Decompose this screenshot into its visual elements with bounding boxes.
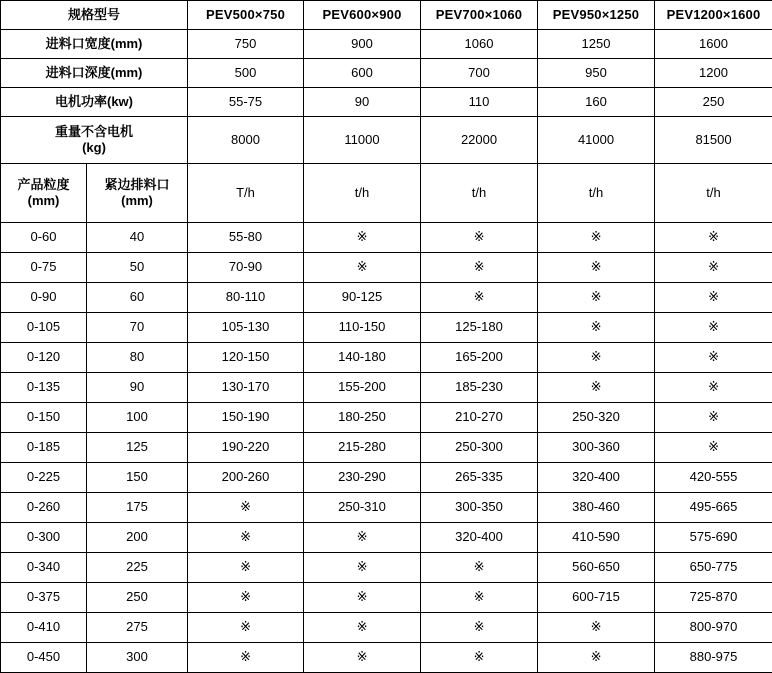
cell-capacity: 650-775 (655, 553, 772, 583)
param-label-weight-line2: (kg) (1, 140, 187, 156)
cell-capacity: ※ (304, 643, 421, 673)
table-row-model-header (1, 1, 772, 30)
cell-capacity: ※ (655, 313, 772, 343)
cell-discharge-opening: 275 (87, 613, 188, 643)
table-row (1, 493, 772, 523)
cell-capacity: ※ (188, 583, 304, 613)
cell-capacity: ※ (655, 253, 772, 283)
cell-capacity: 185-230 (421, 373, 538, 403)
cell-product-size: 0-75 (1, 253, 87, 283)
param-value: 8000 (188, 117, 304, 164)
cell-product-size: 0-410 (1, 613, 87, 643)
cell-capacity: ※ (188, 643, 304, 673)
cell-capacity: ※ (421, 253, 538, 283)
column-header-product-size-line1: 产品粒度 (1, 177, 86, 193)
cell-capacity: 180-250 (304, 403, 421, 433)
cell-capacity: 80-110 (188, 283, 304, 313)
table-row (1, 643, 772, 673)
cell-capacity: 320-400 (538, 463, 655, 493)
cell-capacity: ※ (188, 493, 304, 523)
cell-discharge-opening: 50 (87, 253, 188, 283)
cell-discharge-opening: 200 (87, 523, 188, 553)
cell-capacity: 495-665 (655, 493, 772, 523)
cell-capacity: 725-870 (655, 583, 772, 613)
cell-capacity: 320-400 (421, 523, 538, 553)
cell-capacity: ※ (304, 253, 421, 283)
cell-capacity: ※ (538, 223, 655, 253)
cell-discharge-opening: 175 (87, 493, 188, 523)
param-label-weight (1, 117, 188, 164)
cell-discharge-opening: 60 (87, 283, 188, 313)
cell-product-size: 0-450 (1, 643, 87, 673)
model-name-3: PEV700×1060 (421, 1, 538, 30)
cell-capacity: 600-715 (538, 583, 655, 613)
column-header-product-size (1, 164, 87, 223)
column-header-unit-5: t/h (655, 164, 772, 223)
model-name-1: PEV500×750 (188, 1, 304, 30)
cell-discharge-opening: 80 (87, 343, 188, 373)
cell-capacity: ※ (655, 433, 772, 463)
cell-capacity: ※ (304, 523, 421, 553)
table-row-feed-depth (1, 59, 772, 88)
cell-discharge-opening: 150 (87, 463, 188, 493)
cell-capacity: 200-260 (188, 463, 304, 493)
param-value: 1250 (538, 30, 655, 59)
param-value: 250 (655, 88, 772, 117)
cell-capacity: 165-200 (421, 343, 538, 373)
table-row (1, 373, 772, 403)
cell-capacity: ※ (655, 283, 772, 313)
cell-product-size: 0-260 (1, 493, 87, 523)
cell-product-size: 0-60 (1, 223, 87, 253)
param-value: 900 (304, 30, 421, 59)
cell-capacity: 125-180 (421, 313, 538, 343)
cell-capacity: ※ (304, 223, 421, 253)
param-value: 55-75 (188, 88, 304, 117)
cell-discharge-opening: 100 (87, 403, 188, 433)
cell-capacity: ※ (421, 583, 538, 613)
cell-capacity: ※ (421, 643, 538, 673)
cell-capacity: ※ (421, 613, 538, 643)
cell-capacity: 250-300 (421, 433, 538, 463)
cell-capacity: ※ (538, 643, 655, 673)
cell-product-size: 0-340 (1, 553, 87, 583)
cell-capacity: 250-310 (304, 493, 421, 523)
cell-capacity: ※ (538, 343, 655, 373)
cell-capacity: ※ (655, 223, 772, 253)
cell-capacity: 420-555 (655, 463, 772, 493)
cell-capacity: 70-90 (188, 253, 304, 283)
table-row (1, 313, 772, 343)
spec-label: 规格型号 (1, 1, 188, 30)
cell-capacity: ※ (304, 553, 421, 583)
cell-capacity: 880-975 (655, 643, 772, 673)
cell-capacity: ※ (655, 403, 772, 433)
table-row-weight (1, 117, 772, 164)
param-value: 750 (188, 30, 304, 59)
cell-capacity: ※ (421, 283, 538, 313)
cell-product-size: 0-185 (1, 433, 87, 463)
cell-capacity: ※ (538, 373, 655, 403)
cell-capacity: ※ (304, 613, 421, 643)
cell-capacity: ※ (421, 223, 538, 253)
cell-capacity: ※ (538, 283, 655, 313)
table-row (1, 613, 772, 643)
cell-product-size: 0-375 (1, 583, 87, 613)
table-row-feed-width (1, 30, 772, 59)
cell-product-size: 0-225 (1, 463, 87, 493)
param-value: 81500 (655, 117, 772, 164)
model-name-5: PEV1200×1600 (655, 1, 772, 30)
cell-capacity: 230-290 (304, 463, 421, 493)
param-value: 160 (538, 88, 655, 117)
cell-capacity: ※ (655, 343, 772, 373)
cell-discharge-opening: 90 (87, 373, 188, 403)
cell-capacity: ※ (538, 613, 655, 643)
cell-capacity: 265-335 (421, 463, 538, 493)
param-value: 90 (304, 88, 421, 117)
cell-capacity: 130-170 (188, 373, 304, 403)
param-label-motor-power: 电机功率(kw) (1, 88, 188, 117)
cell-product-size: 0-120 (1, 343, 87, 373)
param-value: 500 (188, 59, 304, 88)
param-label-feed-width: 进料口宽度(mm) (1, 30, 188, 59)
table-row (1, 523, 772, 553)
cell-discharge-opening: 40 (87, 223, 188, 253)
table-row (1, 253, 772, 283)
param-value: 11000 (304, 117, 421, 164)
cell-capacity: 120-150 (188, 343, 304, 373)
cell-product-size: 0-135 (1, 373, 87, 403)
table-row (1, 433, 772, 463)
column-header-product-size-line2: (mm) (1, 193, 86, 209)
table-row (1, 343, 772, 373)
cell-capacity: ※ (538, 253, 655, 283)
table-row (1, 553, 772, 583)
table-row (1, 583, 772, 613)
column-header-discharge-opening-line2: (mm) (87, 193, 187, 209)
param-value: 110 (421, 88, 538, 117)
column-header-unit-1: T/h (188, 164, 304, 223)
cell-capacity: 150-190 (188, 403, 304, 433)
cell-capacity: 55-80 (188, 223, 304, 253)
param-value: 950 (538, 59, 655, 88)
param-value: 22000 (421, 117, 538, 164)
cell-discharge-opening: 250 (87, 583, 188, 613)
table-row-capacity-header (1, 164, 772, 223)
column-header-discharge-opening-line1: 紧边排料口 (87, 177, 187, 193)
cell-capacity: ※ (188, 523, 304, 553)
cell-capacity: ※ (188, 613, 304, 643)
param-label-feed-depth: 进料口深度(mm) (1, 59, 188, 88)
cell-capacity: ※ (655, 373, 772, 403)
cell-discharge-opening: 225 (87, 553, 188, 583)
param-value: 1060 (421, 30, 538, 59)
cell-capacity: 560-650 (538, 553, 655, 583)
cell-product-size: 0-105 (1, 313, 87, 343)
cell-capacity: 155-200 (304, 373, 421, 403)
param-value: 700 (421, 59, 538, 88)
cell-capacity: 380-460 (538, 493, 655, 523)
cell-discharge-opening: 70 (87, 313, 188, 343)
cell-capacity: 250-320 (538, 403, 655, 433)
param-value: 41000 (538, 117, 655, 164)
table-row (1, 463, 772, 493)
column-header-unit-3: t/h (421, 164, 538, 223)
param-label-weight-line1: 重量不含电机 (1, 124, 187, 140)
table-row (1, 403, 772, 433)
cell-product-size: 0-90 (1, 283, 87, 313)
cell-capacity: 90-125 (304, 283, 421, 313)
cell-capacity: ※ (421, 553, 538, 583)
cell-capacity: ※ (538, 313, 655, 343)
cell-capacity: 105-130 (188, 313, 304, 343)
cell-capacity: 300-350 (421, 493, 538, 523)
cell-discharge-opening: 125 (87, 433, 188, 463)
cell-capacity: 140-180 (304, 343, 421, 373)
cell-discharge-opening: 300 (87, 643, 188, 673)
cell-capacity: 300-360 (538, 433, 655, 463)
cell-product-size: 0-300 (1, 523, 87, 553)
cell-capacity: 190-220 (188, 433, 304, 463)
table-row (1, 223, 772, 253)
column-header-unit-4: t/h (538, 164, 655, 223)
table-row-motor-power (1, 88, 772, 117)
column-header-unit-2: t/h (304, 164, 421, 223)
cell-capacity: 800-970 (655, 613, 772, 643)
cell-capacity: 215-280 (304, 433, 421, 463)
cell-capacity: 210-270 (421, 403, 538, 433)
model-name-2: PEV600×900 (304, 1, 421, 30)
cell-capacity: 575-690 (655, 523, 772, 553)
table-row (1, 283, 772, 313)
model-name-4: PEV950×1250 (538, 1, 655, 30)
param-value: 1200 (655, 59, 772, 88)
cell-capacity: 410-590 (538, 523, 655, 553)
cell-product-size: 0-150 (1, 403, 87, 433)
param-value: 600 (304, 59, 421, 88)
column-header-discharge-opening (87, 164, 188, 223)
param-value: 1600 (655, 30, 772, 59)
cell-capacity: ※ (188, 553, 304, 583)
cell-capacity: ※ (304, 583, 421, 613)
cell-capacity: 110-150 (304, 313, 421, 343)
